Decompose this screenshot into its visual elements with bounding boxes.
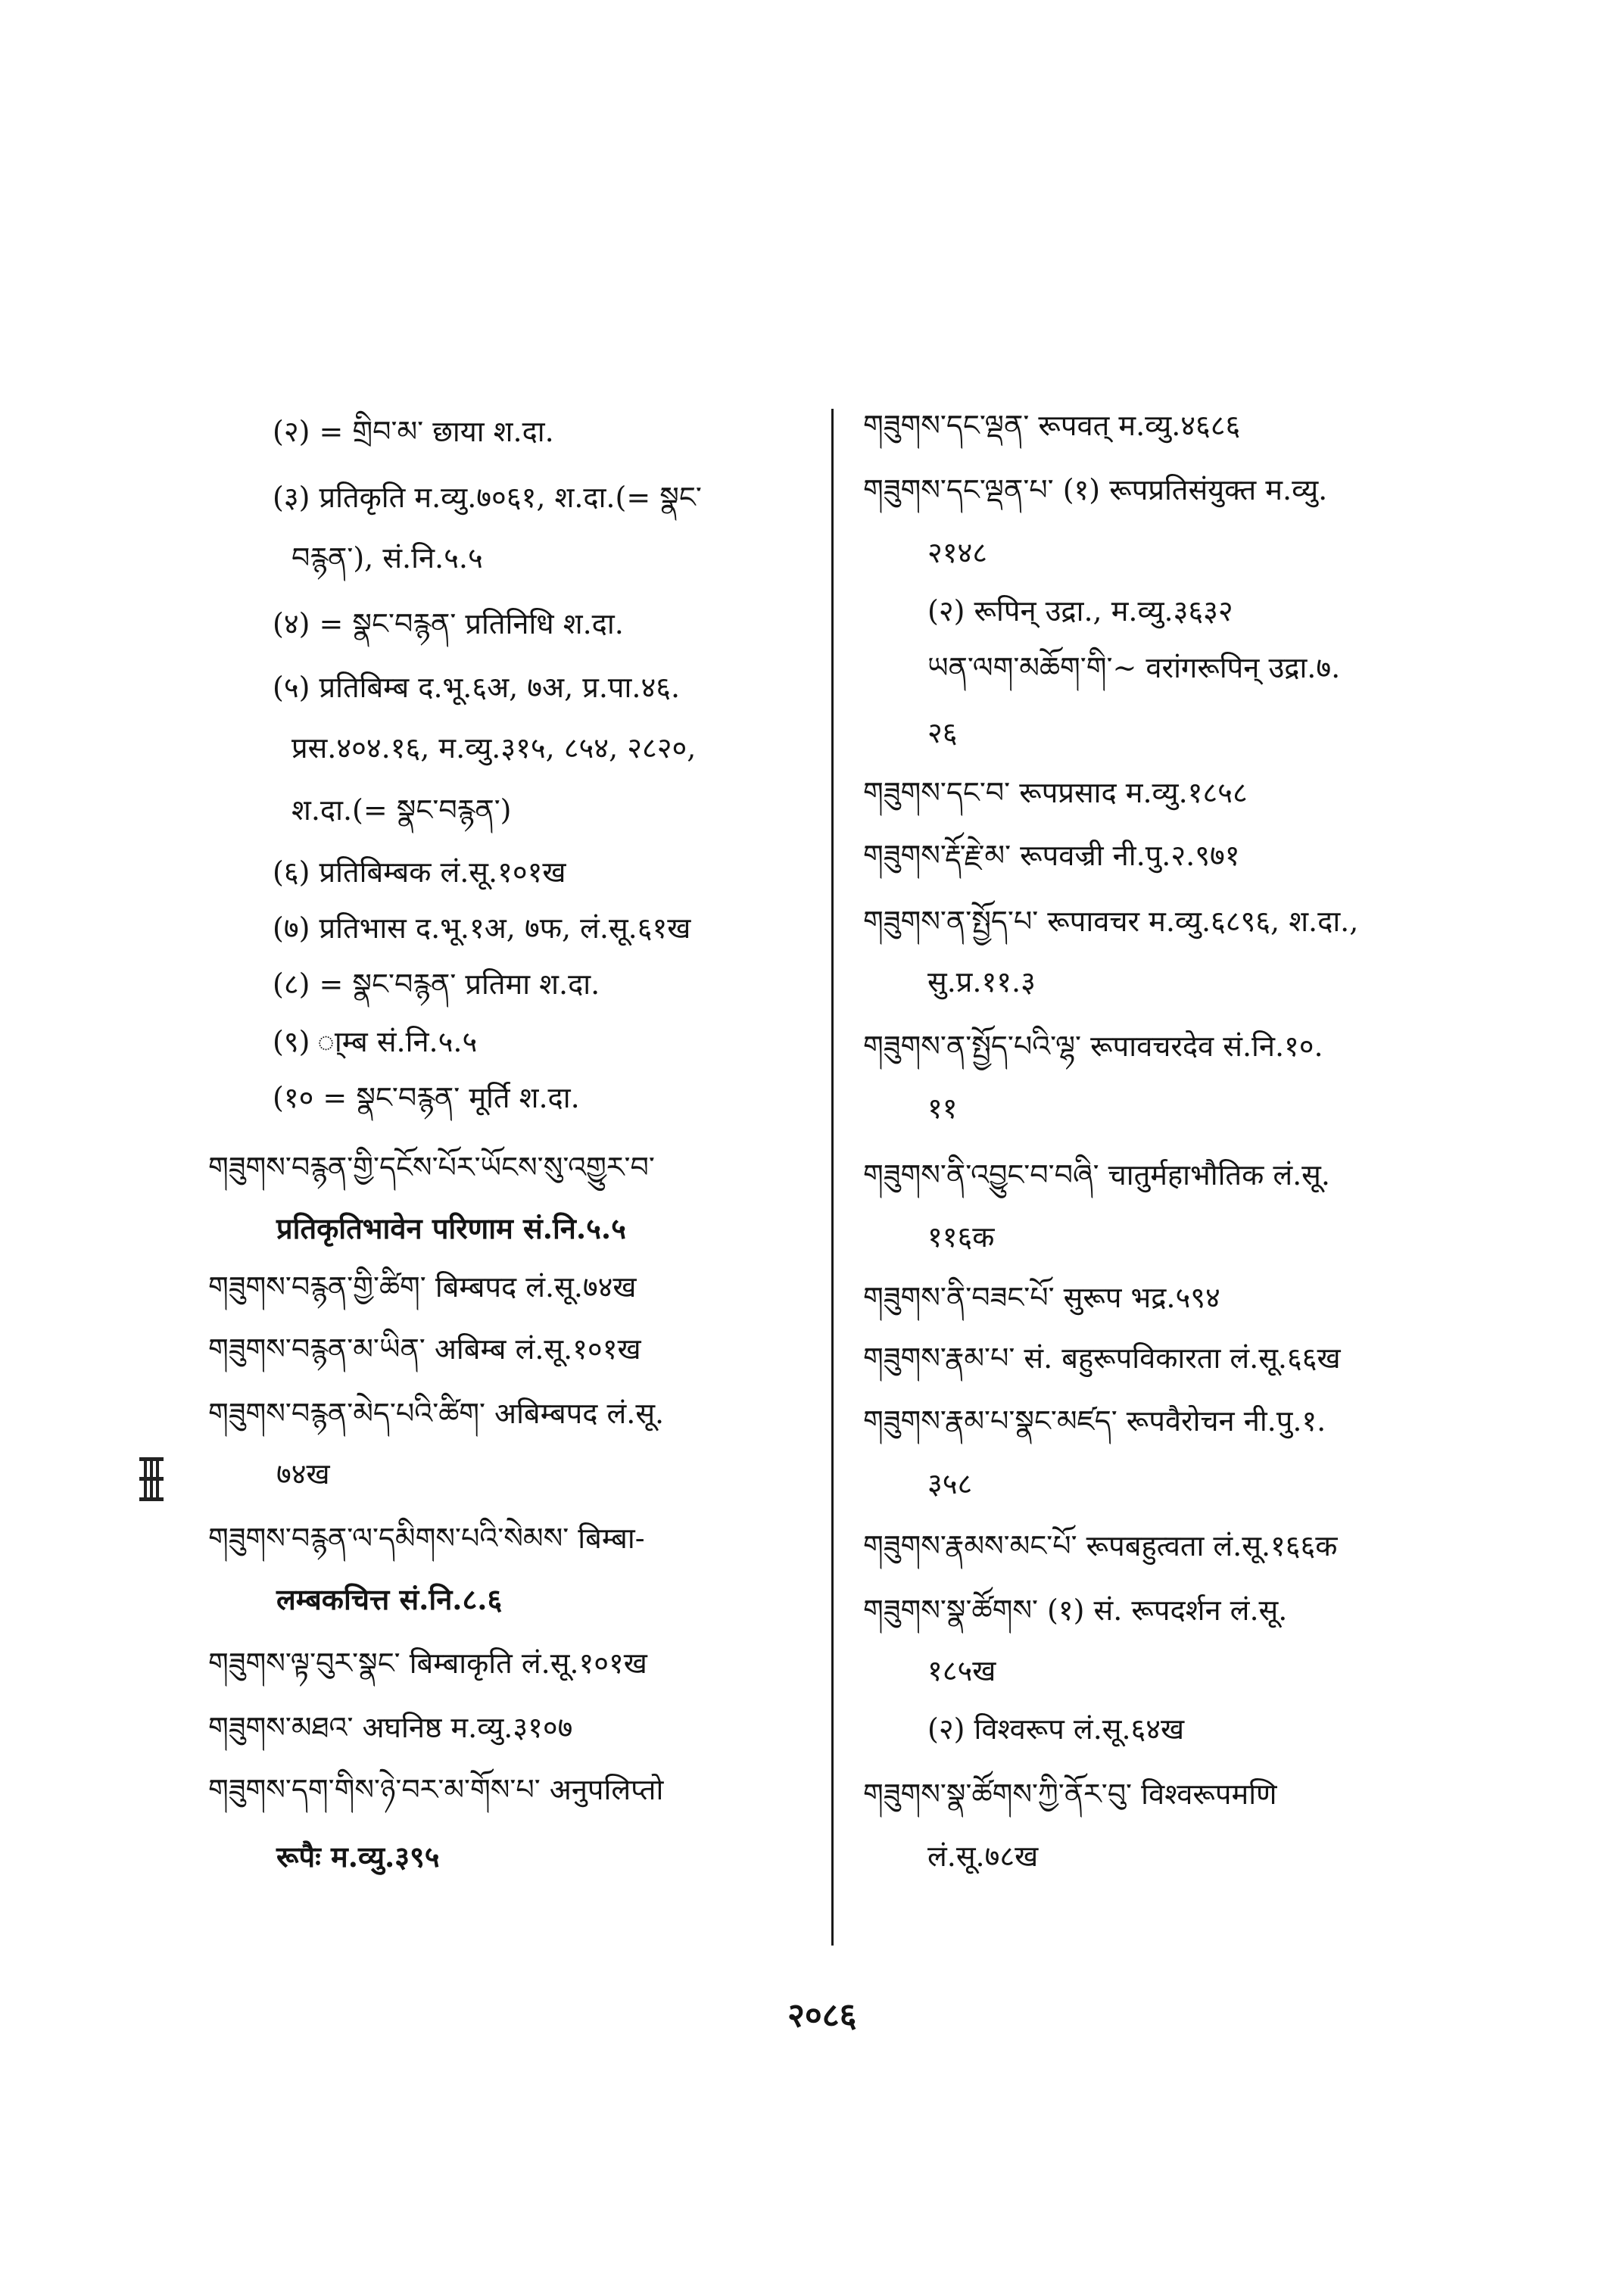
entry-line: བརྙན་), सं.नि.५.५ (291, 541, 483, 575)
headword-line: གཟུགས་སྣ་ཚོགས་ཀྱི་ནོར་བུ་ विश्वरूपमणि (863, 1777, 1277, 1811)
column-divider (831, 409, 834, 1946)
entry-line: ७४ख (276, 1457, 330, 1491)
entry-line: लं.सू.७८ख (927, 1840, 1039, 1873)
entry-line: (८) = སྣང་བརྙན་ प्रतिमा श.दा. (273, 967, 600, 1001)
entry-line: २६ (927, 716, 958, 749)
entry-line: (३) प्रतिकृति म.व्यु.७०६१, श.दा.(= སྣང་ (273, 481, 702, 514)
headword-line: གཟུགས་བརྙན་མེད་པའི་ཚིག་ अबिम्बपद लं.सू. (208, 1397, 665, 1430)
entry-line: सु.प्र.११.३ (927, 965, 1036, 999)
headword-line: གཟུགས་མཐའ་ अघनिष्ठ म.व्यु.३१०७ (208, 1711, 573, 1744)
entry-line: ११ (927, 1092, 958, 1125)
entry-line: श.दा.(= སྣང་བརྙན་) (291, 793, 512, 827)
entry-line: (५) प्रतिबिम्ब द.भू.६अ, ७अ, प्र.पा.४६. (273, 671, 681, 704)
headword-line: གཟུགས་དང་ལྡན་ रूपवत् म.व्यु.४६८६ (863, 409, 1241, 442)
headword-line: གཟུགས་ན་སྤྱོད་པ་ रूपावचर म.व्यु.६८९६, श.दा., (863, 905, 1359, 938)
entry-line: लम्बकचित्त सं.नि.८.६ (276, 1582, 503, 1616)
entry-line: ११६क (927, 1220, 995, 1254)
headword-line: གཟུགས་དག་གིས་ཉེ་བར་མ་གོས་པ་ अनुपलिप्तो (208, 1773, 664, 1806)
entry-line: (२) = གྲིབ་མ་ छाया श.दा. (273, 415, 554, 448)
headword-line: གཟུགས་བརྙན་གྱི་ཚིག་ बिम्बपद लं.सू.७४ख (208, 1270, 637, 1304)
entry-line: (४) = སྣང་བརྙན་ प्रतिनिधि श.दा. (273, 607, 624, 640)
entry-line: (९) ा्म्ब सं.नि.५.५ (273, 1025, 478, 1058)
entry-line: (६) प्रतिबिम्बक लं.सू.१०१ख (273, 855, 566, 889)
entry-line: (२) रूपिन् उद्रा., म.व्यु.३६३२ (927, 594, 1233, 628)
tibetan-page-marker-icon (136, 1457, 167, 1501)
headword-line: གཟུགས་བརྙན་མ་ཡིན་ अबिम्ब लं.सू.१०१ख (208, 1332, 641, 1366)
entry-line: ३५८ (927, 1467, 973, 1500)
entry-line: (१० = སྣང་བརྙན་ मूर्ति श.दा. (273, 1081, 580, 1114)
entry-line: प्रस.४०४.१६, म.व्यु.३१५, ८५४, २८२०, (291, 731, 697, 765)
entry-line: (७) प्रतिभास द.भू.१अ, ७फ, लं.सू.६१ख (273, 911, 691, 945)
headword-line: གཟུགས་རྣམ་པ་ सं. बहुरूपविकारता लं.सू.६६ख (863, 1341, 1341, 1375)
headword-line: གཟུགས་ནི་འབྱུང་བ་བཞི་ चातुर्महाभौतिक लं.सू. (863, 1158, 1330, 1192)
entry-line: (२) विश्वरूप लं.सू.६४ख (927, 1712, 1185, 1746)
headword-line: གཟུགས་རྣམ་པ་སྣང་མཛད་ रूपवैरोचन नी.पु.१. (863, 1404, 1326, 1438)
headword-line: གཟུགས་ནི་བཟང་པོ་ सुरूप भद्र.५९४ (863, 1281, 1220, 1314)
headword-line: གཟུགས་རྣམས་མང་པོ་ रूपबहुत्वता लं.सू.१६६क (863, 1529, 1338, 1562)
headword-line: གཟུགས་དང་ལྡན་པ་ (१) रूपप्रतिसंयुक्त म.व्यु. (863, 473, 1328, 506)
entry-line: रूपैः म.व्यु.३९५ (276, 1840, 440, 1874)
headword-line: གཟུགས་སྣ་ཚོགས་ (१) सं. रूपदर्शन लं.सू. (863, 1594, 1288, 1627)
headword-line: གཟུགས་རྡོ་རྗེ་མ་ रूपवज्री नी.पु.२.९७१ (863, 839, 1240, 872)
headword-line: གཟུགས་ན་སྤྱོད་པའི་ལྷ་ रूपावचरदेव सं.नि.१०. (863, 1030, 1323, 1063)
page-number: २०८६ (787, 1996, 857, 2035)
entry-line: १८५ख (927, 1654, 996, 1687)
headword-line: གཟུགས་བརྙན་ལ་དམིགས་པའི་སེམས་ बिम्बा- (208, 1522, 645, 1555)
entry-line: २१४८ (927, 536, 988, 569)
entry-line: ཡན་ལག་མཆོག་གི་~ वरांगरूपिन् उद्रा.७. (927, 651, 1341, 684)
headword-line: གཟུགས་ལྟ་བུར་སྣང་ बिम्बाकृति लं.सू.१०१ख (208, 1647, 647, 1680)
headword-line: གཟུགས་དང་བ་ रूपप्रसाद म.व्यु.१८५८ (863, 776, 1248, 809)
headword-line: གཟུགས་བརྙན་གྱི་དངོས་པོར་ཡོངས་སུ་འགྱུར་བ་ (208, 1151, 655, 1184)
entry-line: प्रतिकृतिभावेन परिणाम सं.नि.५.५ (276, 1211, 626, 1245)
